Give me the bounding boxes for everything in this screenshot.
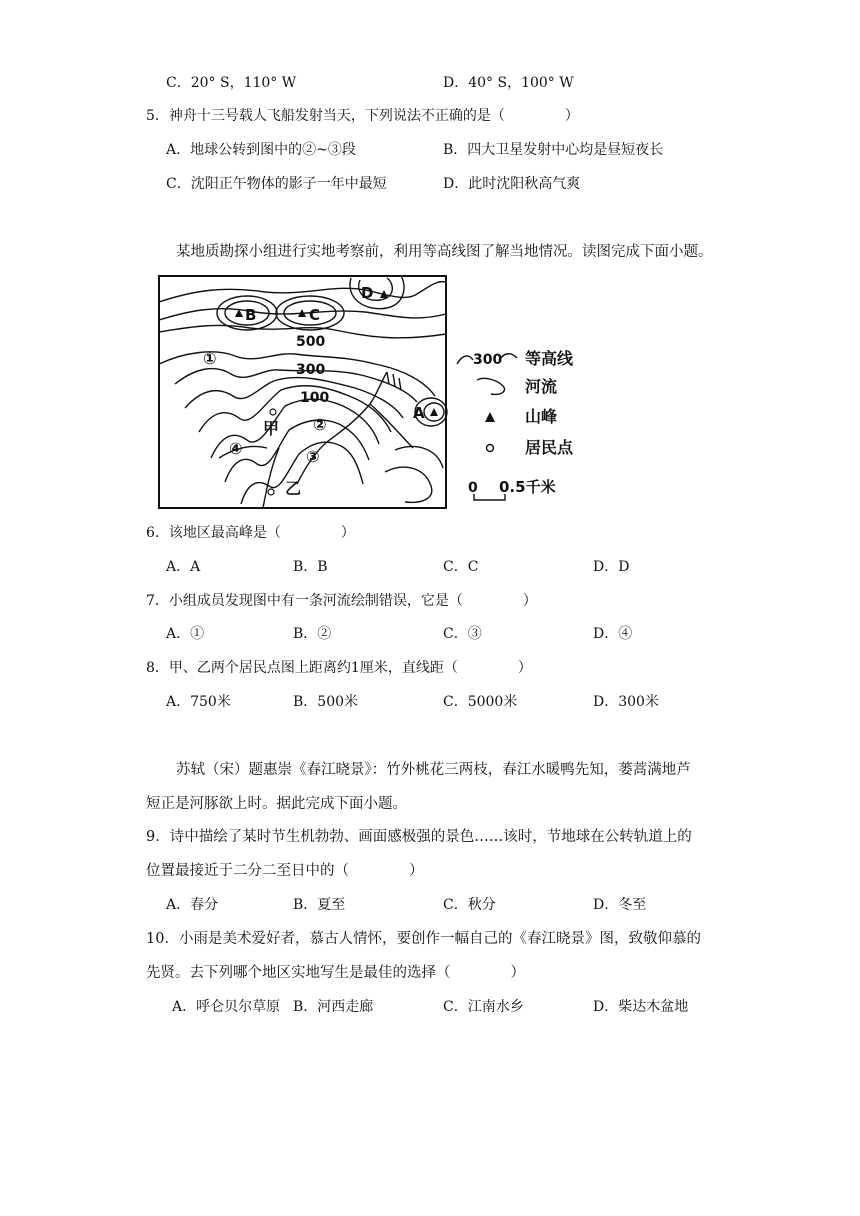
q6-stem: 6．该地区最高峰是（	[146, 525, 281, 541]
label-river-3: ③	[306, 447, 320, 466]
scale-value: 0.5千米	[499, 478, 556, 496]
q9-stem-line-1: 9．诗中描绘了某时节生机勃勃、画面感极强的景色……该时，节地球在公转轨道上的	[146, 829, 692, 845]
q6-stem-line	[146, 524, 355, 542]
label-contour-100: 100	[300, 390, 330, 406]
q6-option-b: B．B	[293, 559, 328, 575]
map-legend	[457, 349, 574, 500]
q9-stem-line-2	[146, 862, 424, 880]
q9-option-b: B．夏至	[293, 897, 346, 913]
q5-option-b: B．四大卫星发射中心均是昼短夜长	[443, 142, 664, 158]
q10-option-d: D．柴达木盆地	[593, 999, 689, 1015]
q7-stem-line	[146, 592, 537, 610]
q8-stem: 8．甲、乙两个居民点图上距离约1厘米，直线距（	[146, 660, 458, 676]
q5-option-a: A．地球公转到图中的②~③段	[166, 142, 356, 158]
q7-option-b: B．②	[293, 626, 332, 642]
q9-option-d: D．冬至	[593, 897, 647, 913]
label-peak-b: B	[245, 306, 257, 324]
poem-intro-line-2: 短正是河豚欲上时。据此完成下面小题。	[146, 796, 407, 812]
q7-option-c: C．③	[443, 626, 482, 642]
label-river-4: ④	[229, 439, 243, 458]
q10-close-paren: ）	[510, 965, 525, 981]
q7-option-d: D．④	[593, 626, 633, 642]
q10-stem-line-1: 10．小雨是美术爱好者，慕古人情怀，要创作一幅自己的《春江晓景》图，致敬仰慕的	[146, 931, 701, 947]
q6-option-d: D．D	[593, 559, 630, 575]
q10-stem-line-2	[146, 964, 525, 982]
q8-stem-line	[146, 659, 532, 677]
legend-settlement-label: 居民点	[525, 438, 574, 457]
q10-option-b: B．河西走廊	[293, 999, 374, 1015]
q7-stem: 7．小组成员发现图中有一条河流绘制错误，它是（	[146, 593, 463, 609]
legend-peak-symbol	[485, 412, 495, 422]
label-jia: 甲	[263, 419, 280, 438]
q8-option-c: C．5000米	[443, 694, 518, 710]
label-peak-c: C	[309, 306, 321, 324]
peak-a-marker	[430, 408, 438, 416]
q5-option-c: C．沈阳正午物体的影子一年中最短	[166, 176, 387, 192]
label-contour-500: 500	[296, 334, 326, 350]
q10-option-a: A．呼仑贝尔草原	[172, 999, 281, 1015]
q4-option-c: C．20° S，110° W	[166, 75, 297, 91]
label-peak-a: A	[413, 404, 425, 422]
legend-contour-symbol	[457, 356, 473, 364]
q5-stem-line	[146, 107, 579, 125]
settlement-jia	[270, 409, 276, 415]
q8-option-a: A．750米	[166, 694, 231, 710]
q8-option-b: B．500米	[293, 694, 359, 710]
label-yi: 乙	[285, 479, 302, 498]
q9-close-paren: ）	[409, 863, 424, 879]
q6-close-paren: ）	[340, 525, 355, 541]
q5-stem: 5．神舟十三号载人飞船发射当天，下列说法不正确的是（	[146, 108, 505, 124]
q5-option-d: D．此时沈阳秋高气爽	[443, 176, 581, 192]
q9-option-c: C．秋分	[443, 897, 496, 913]
legend-settlement-symbol	[487, 445, 494, 452]
scale-zero: 0	[468, 480, 478, 496]
label-river-1: ①	[203, 349, 217, 368]
label-peak-d: D	[361, 284, 374, 302]
q4-option-d: D．40° S，100° W	[443, 75, 574, 91]
q6-option-c: C．C	[443, 559, 479, 575]
q7-option-a: A．①	[166, 626, 205, 642]
q9-stem: 位置最接近于二分二至日中的（	[146, 863, 349, 879]
q10-option-c: C．江南水乡	[443, 999, 524, 1015]
q7-close-paren: ）	[522, 593, 537, 609]
peak-markers	[235, 290, 438, 416]
q6-option-a: A．A	[166, 559, 201, 575]
legend-peak-label: 山峰	[525, 407, 558, 426]
settlement-yi	[268, 489, 274, 495]
poem-intro-line-1: 苏轼（宋）题惠崇《春江晓景》：竹外桃花三两枝，春江水暖鸭先知，蒌蒿满地芦	[176, 762, 691, 778]
q9-option-a: A．春分	[166, 897, 219, 913]
legend-contour-label: 等高线	[525, 349, 574, 368]
q8-option-d: D．300米	[593, 694, 659, 710]
legend-river-symbol	[477, 378, 505, 394]
q5-close-paren: ）	[564, 108, 579, 124]
label-river-2: ②	[313, 415, 327, 434]
legend-contour-value: 300	[473, 352, 503, 368]
q10-stem: 先贤。去下列哪个地区实地写生是最佳的选择（	[146, 965, 451, 981]
label-contour-300: 300	[296, 362, 326, 378]
legend-river-label: 河流	[525, 377, 558, 396]
q8-close-paren: ）	[517, 660, 532, 676]
map-intro: 某地质勘探小组进行实地考察前，利用等高线图了解当地情况。读图完成下面小题。	[176, 244, 713, 260]
contour-map	[155, 272, 595, 512]
